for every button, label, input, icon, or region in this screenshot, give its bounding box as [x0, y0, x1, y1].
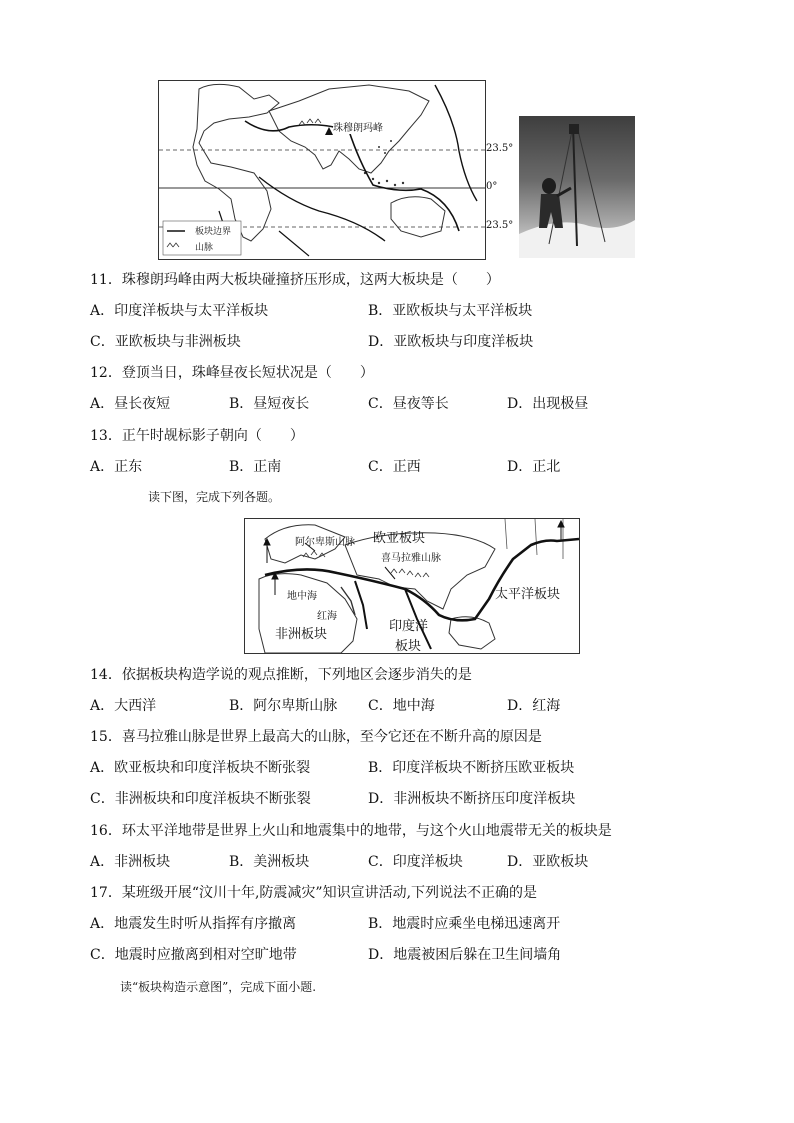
q17-option-d[interactable]: D．地震被困后躲在卫生间墙角 — [368, 947, 562, 963]
q16-option-a[interactable]: A．非洲板块 — [90, 854, 171, 870]
q11-option-d[interactable]: D．亚欧板块与印度洋板块 — [368, 334, 534, 350]
intro-instruction-2: 读“板块构造示意图”，完成下面小题. — [120, 980, 317, 994]
q16-option-c[interactable]: C．印度洋板块 — [368, 854, 463, 870]
label-pacific-plate: 太平洋板块 — [495, 587, 561, 602]
q16-option-d[interactable]: D．亚欧板块 — [507, 854, 589, 870]
lat-north-label: 23.5° — [486, 143, 514, 154]
label-african-plate: 非洲板块 — [275, 627, 328, 642]
q12-option-a[interactable]: A．昼长夜短 — [90, 396, 171, 412]
question-13: 13．正午时觇标影子朝向（ ） — [90, 428, 304, 444]
q12-option-d[interactable]: D．出现极昼 — [507, 396, 589, 412]
label-mediterranean: 地中海 — [287, 591, 317, 602]
legend-boundary-label: 板块边界 — [195, 227, 232, 237]
q17-option-c[interactable]: C．地震时应撤离到相对空旷地带 — [90, 947, 297, 963]
everest-label: 珠穆朗玛峰 — [333, 119, 383, 134]
question-17: 17．某班级开展“汶川十年,防震减灾”知识宣讲活动,下列说法不正确的是 — [90, 885, 538, 901]
q16-option-b[interactable]: B．美洲板块 — [229, 854, 310, 870]
q14-option-a[interactable]: A．大西洋 — [90, 698, 157, 714]
q14-option-b[interactable]: B．阿尔卑斯山脉 — [229, 698, 338, 714]
summit-photo — [519, 116, 635, 258]
label-red-sea: 红海 — [317, 611, 337, 622]
plate-tectonics-map — [244, 518, 580, 654]
q14-option-d[interactable]: D．红海 — [507, 698, 561, 714]
q13-option-d[interactable]: D．正北 — [507, 459, 561, 475]
q12-option-b[interactable]: B．昼短夜长 — [229, 396, 310, 412]
q15-option-b[interactable]: B．印度洋板块不断挤压欧亚板块 — [368, 760, 575, 776]
q11-option-a[interactable]: A．印度洋板块与太平洋板块 — [90, 303, 269, 319]
intro-instruction-1: 读下图，完成下列各题。 — [148, 490, 281, 504]
q13-option-a[interactable]: A．正东 — [90, 459, 143, 475]
label-alps: 阿尔卑斯山脉 — [295, 537, 355, 548]
legend-mountain-label: 山脉 — [195, 243, 214, 253]
label-indian-plate-2: 板块 — [395, 639, 422, 654]
question-14: 14．依据板块构造学说的观点推断，下列地区会逐步消失的是 — [90, 667, 472, 683]
label-indian-plate-1: 印度洋 — [389, 619, 429, 634]
q17-option-b[interactable]: B．地震时应乘坐电梯迅速离开 — [368, 916, 561, 932]
question-12: 12．登顶当日，珠峰昼夜长短状况是（ ） — [90, 365, 374, 381]
lat-equator-label: 0° — [486, 181, 498, 192]
q11-option-c[interactable]: C．亚欧板块与非洲板块 — [90, 334, 241, 350]
label-himalaya: 喜马拉雅山脉 — [381, 553, 441, 564]
q15-option-c[interactable]: C．非洲板块和印度洋板块不断张裂 — [90, 791, 311, 807]
q13-option-b[interactable]: B．正南 — [229, 459, 282, 475]
everest-marker — [325, 127, 333, 135]
q13-option-c[interactable]: C．正西 — [368, 459, 421, 475]
world-plate-map — [158, 80, 486, 260]
q17-option-a[interactable]: A．地震发生时听从指挥有序撤离 — [90, 916, 297, 932]
question-11: 11．珠穆朗玛峰由两大板块碰撞挤压形成，这两大板块是（ ） — [90, 272, 500, 288]
question-15: 15．喜马拉雅山脉是世界上最高大的山脉，至今它还在不断升高的原因是 — [90, 729, 542, 745]
summit-photo-drawing — [519, 116, 635, 258]
q12-option-c[interactable]: C．昼夜等长 — [368, 396, 449, 412]
q14-option-c[interactable]: C．地中海 — [368, 698, 435, 714]
q11-option-b[interactable]: B．亚欧板块与太平洋板块 — [368, 303, 533, 319]
lat-south-label: 23.5° — [486, 220, 514, 231]
q15-option-d[interactable]: D．非洲板块不断挤压印度洋板块 — [368, 791, 576, 807]
label-eurasian-plate: 欧亚板块 — [373, 531, 426, 546]
q15-option-a[interactable]: A．欧亚板块和印度洋板块不断张裂 — [90, 760, 311, 776]
question-16: 16．环太平洋地带是世界上火山和地震集中的地带，与这个火山地震带无关的板块是 — [90, 823, 612, 839]
